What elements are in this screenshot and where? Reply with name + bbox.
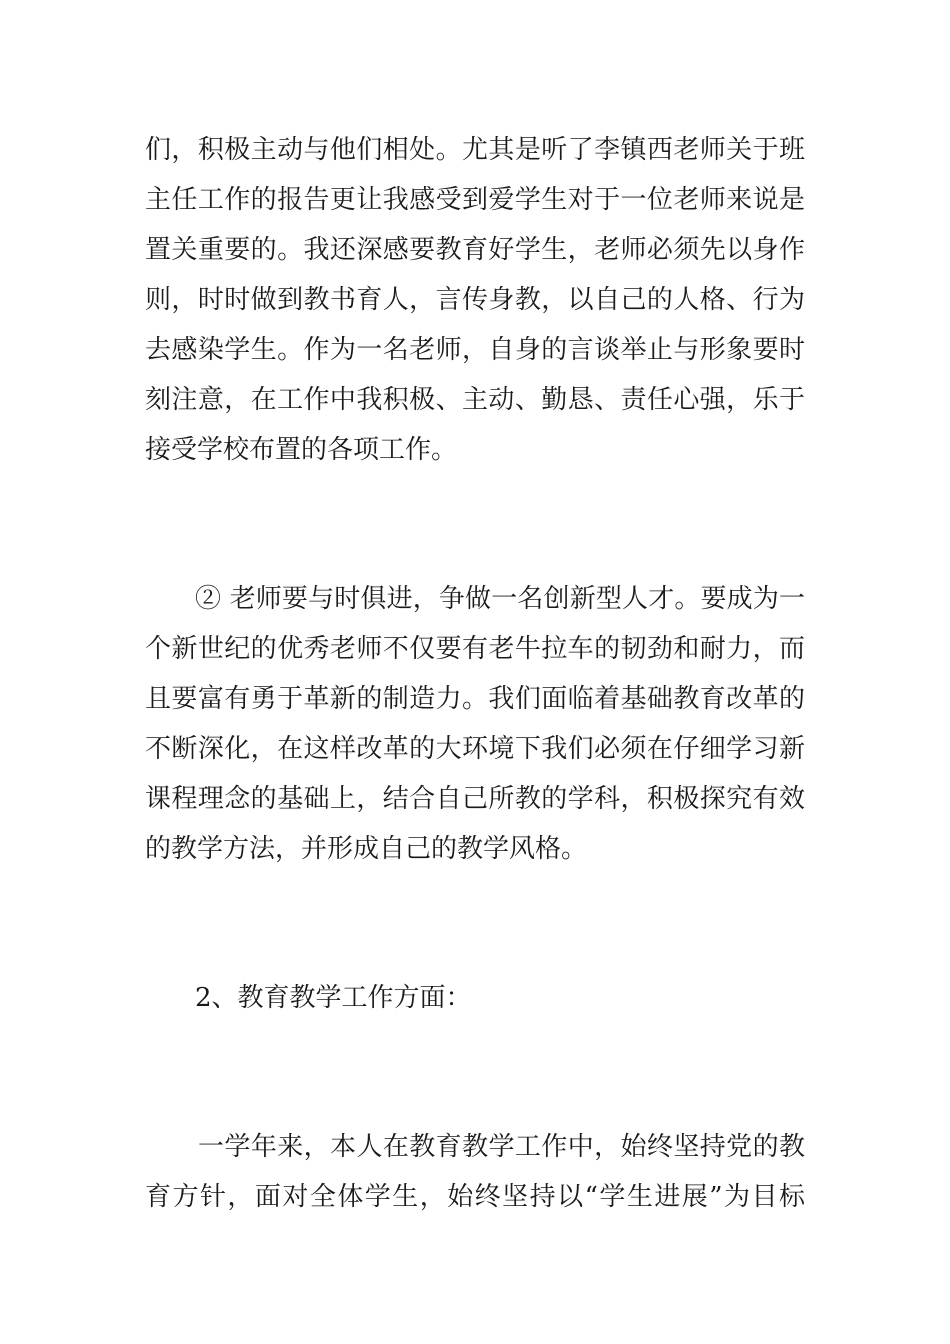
paragraph-2-line-3: 且要富有勇于革新的制造力。我们面临着基础教育改革的: [145, 684, 805, 714]
paragraph-3-line-2: 育方针，面对全体学生，始终坚持以“学生进展”为目标: [145, 1182, 805, 1212]
paragraph-2-line-2: 个新世纪的优秀老师不仅要有老牛拉车的韧劲和耐力，而: [145, 634, 805, 664]
paragraph-1-line-2: 主任工作的报告更让我感受到爱学生对于一位老师来说是: [145, 185, 805, 215]
paragraph-1-line-7: 接受学校布置的各项工作。: [145, 435, 458, 465]
paragraph-3-line-1: 一学年来，本人在教育教学工作中，始终坚持党的教: [198, 1132, 805, 1162]
paragraph-1-line-1: 们，积极主动与他们相处。尤其是听了李镇西老师关于班: [145, 135, 805, 165]
paragraph-2-line-6: 的教学方法，并形成自己的教学风格。: [145, 834, 588, 864]
paragraph-1-line-6: 刻注意，在工作中我积极、主动、勤恳、责任心强，乐于: [145, 385, 805, 415]
paragraph-2-line-4: 不断深化，在这样改革的大环境下我们必须在仔细学习新: [145, 734, 805, 764]
paragraph-1-line-3: 置关重要的。我还深感要教育好学生，老师必须先以身作: [145, 235, 805, 265]
section-heading: 2、教育教学工作方面：: [195, 983, 472, 1013]
paragraph-1-line-5: 去感染学生。作为一名老师，自身的言谈举止与形象要时: [145, 335, 805, 365]
paragraph-2-line-1: ② 老师要与时俱进，争做一名创新型人才。要成为一: [195, 584, 805, 614]
paragraph-2-line-5: 课程理念的基础上，结合自己所教的学科，积极探究有效: [145, 784, 805, 814]
paragraph-1-line-4: 则，时时做到教书育人，言传身教，以自己的人格、行为: [145, 285, 805, 315]
